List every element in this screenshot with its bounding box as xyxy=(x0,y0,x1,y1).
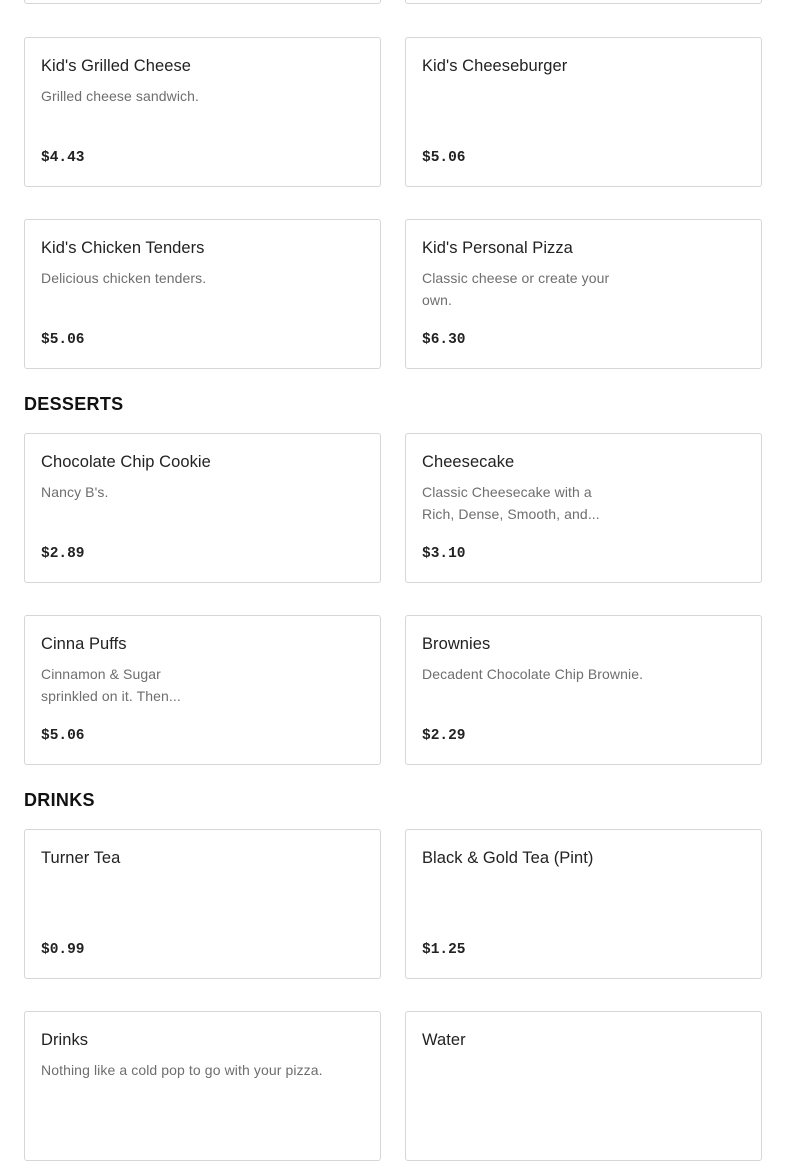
item-description: Nancy B's. xyxy=(41,484,109,500)
menu-item-card[interactable] xyxy=(405,37,762,187)
item-price: $3.10 xyxy=(422,546,466,562)
item-price: $5.06 xyxy=(41,332,85,348)
menu-item-card[interactable] xyxy=(24,0,381,4)
item-name: Turner Tea xyxy=(41,849,121,867)
menu-item-card[interactable] xyxy=(24,433,381,583)
item-name: Cheesecake xyxy=(422,453,515,471)
item-price: $1.25 xyxy=(422,942,466,958)
menu-item-card[interactable] xyxy=(24,1011,381,1161)
item-price: $2.89 xyxy=(41,546,85,562)
menu-item-card[interactable] xyxy=(24,615,381,765)
item-price: $2.29 xyxy=(422,728,466,744)
item-price: $6.30 xyxy=(422,332,466,348)
item-name: Black & Gold Tea (Pint) xyxy=(422,849,594,867)
item-price: $0.99 xyxy=(41,942,85,958)
item-name: Brownies xyxy=(422,635,491,653)
menu-item-card[interactable] xyxy=(405,829,762,979)
item-name: Water xyxy=(422,1031,466,1049)
item-description: Nothing like a cold pop to go with your pizza. xyxy=(41,1062,323,1078)
menu-item-card[interactable] xyxy=(405,615,762,765)
section-title-drinks: DRINKS xyxy=(24,790,95,810)
item-description: Delicious chicken tenders. xyxy=(41,270,207,286)
menu-item-card[interactable] xyxy=(405,433,762,583)
menu-item-card[interactable] xyxy=(405,0,762,4)
item-name: Cinna Puffs xyxy=(41,635,127,653)
menu-item-card[interactable] xyxy=(24,829,381,979)
item-name: Kid's Cheeseburger xyxy=(422,57,568,75)
menu-item-card[interactable] xyxy=(405,1011,762,1161)
item-price: $5.06 xyxy=(422,150,466,166)
item-description: Classic Cheesecake with a Rich, Dense, Smooth, and... xyxy=(422,484,600,522)
item-name: Chocolate Chip Cookie xyxy=(41,453,211,471)
item-description: Grilled cheese sandwich. xyxy=(41,88,200,104)
item-name: Kid's Grilled Cheese xyxy=(41,57,191,75)
item-description: Classic cheese or create your own. xyxy=(422,270,610,308)
item-name: Kid's Chicken Tenders xyxy=(41,239,205,257)
item-name: Drinks xyxy=(41,1031,89,1049)
item-name: Kid's Personal Pizza xyxy=(422,239,573,257)
item-description: Decadent Chocolate Chip Brownie. xyxy=(422,666,644,682)
section-title-desserts: DESSERTS xyxy=(24,394,124,414)
menu-item-card[interactable] xyxy=(405,219,762,369)
menu-item-card[interactable] xyxy=(24,219,381,369)
menu-item-card[interactable] xyxy=(24,37,381,187)
item-price: $4.43 xyxy=(41,150,85,166)
item-description: Cinnamon & Sugar sprinkled on it. Then... xyxy=(41,666,181,704)
item-price: $5.06 xyxy=(41,728,85,744)
